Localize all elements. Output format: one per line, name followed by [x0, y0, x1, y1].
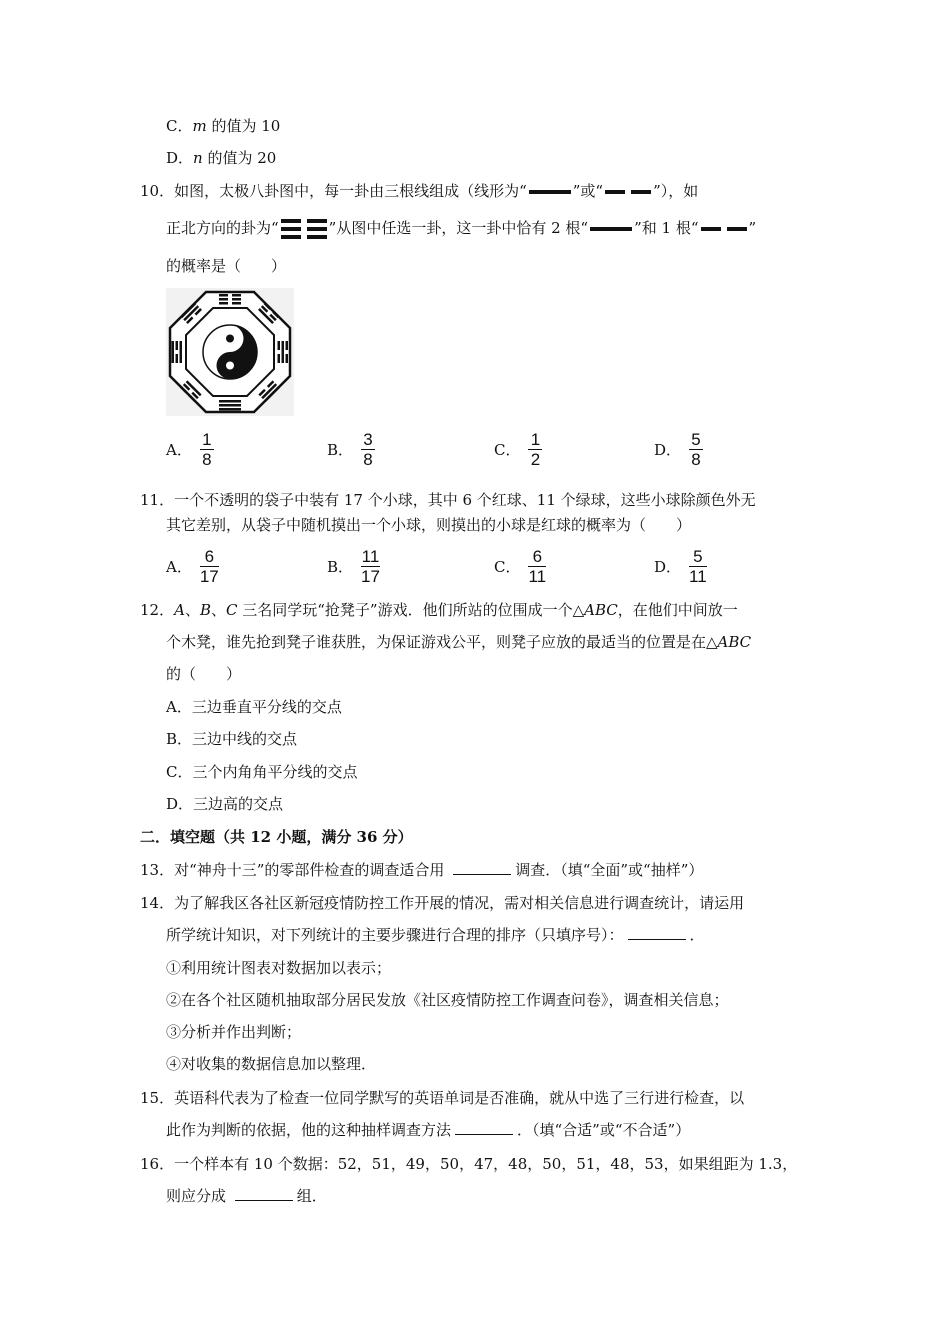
q10-option-c[interactable]: [494, 430, 542, 469]
q16-line-2: [166, 1186, 327, 1206]
denominator: 8: [202, 450, 212, 469]
q11-line-1: [140, 490, 756, 510]
option-letter: D．: [166, 149, 194, 167]
q11-option-c[interactable]: [494, 547, 546, 586]
variable: B: [199, 601, 211, 619]
question-number: 14．: [140, 894, 175, 912]
answer-blank[interactable]: [453, 860, 511, 875]
denominator: 8: [691, 450, 701, 469]
q12-option-d[interactable]: [166, 794, 283, 814]
answer-blank[interactable]: [628, 925, 686, 940]
text: 的概率是（ ）: [166, 257, 287, 275]
text: ”或“: [572, 182, 604, 200]
text: 英语科代表为了检查一位同学默写的英语单词是否准确，就从中选了三行进行检查，以: [174, 1089, 745, 1107]
text: 此作为判断的依据，他的这种抽样调查方法: [166, 1121, 452, 1139]
text: 则应分成: [166, 1187, 231, 1205]
q12-option-c[interactable]: [166, 762, 358, 782]
q10-option-b[interactable]: [327, 430, 375, 469]
denominator: 2: [530, 450, 541, 469]
text: ”: [748, 219, 757, 237]
numerator: 6: [532, 547, 543, 566]
numerator: 5: [691, 430, 701, 449]
option-letter: B．: [327, 441, 354, 459]
q12-option-a[interactable]: [166, 697, 342, 717]
fraction: [689, 547, 707, 586]
text: ，在他们中间放一: [617, 601, 738, 619]
q11-option-a[interactable]: [166, 547, 219, 586]
fraction: [200, 430, 214, 469]
text: ”），如: [653, 182, 699, 200]
text: 对“神舟十三”的零部件检查的调查适合用: [174, 861, 450, 879]
question-number: 11．: [140, 491, 175, 509]
q10-line-1: [140, 181, 698, 201]
solid-line-symbol: [588, 226, 634, 232]
q14-step-3: ③分析并作出判断；: [166, 1023, 302, 1041]
separator: 、: [184, 601, 200, 619]
variable: A: [174, 601, 185, 619]
numerator: 1: [530, 430, 541, 449]
answer-blank[interactable]: [455, 1120, 513, 1135]
option-text: 的值为 10: [211, 117, 281, 135]
q14-step-4: ④对收集的数据信息加以整理．: [166, 1055, 377, 1073]
text: 所学统计知识，对下列统计的主要步骤进行合理的排序（只填序号）：: [166, 926, 624, 944]
text: ”从图中任选一卦，这一卦中恰有 2 根“: [328, 219, 589, 237]
numerator: 6: [204, 547, 215, 566]
fraction: [200, 547, 219, 586]
q15-line-2: [166, 1120, 690, 1140]
q10-line-2: [166, 218, 756, 240]
option-letter: A．: [166, 558, 192, 576]
variable: m: [192, 117, 207, 135]
fraction: [689, 430, 703, 469]
numerator: 11: [361, 547, 380, 566]
option-letter: C．: [166, 763, 193, 781]
option-letter: A．: [166, 441, 192, 459]
question-number: 13．: [140, 861, 175, 879]
text: 组．: [296, 1187, 327, 1205]
text: 正北方向的卦为“: [166, 219, 279, 237]
text: 其它差别，从袋子中随机摸出一个小球，则摸出的小球是红球的概率为（ ）: [166, 516, 692, 534]
q14-step-2: ②在各个社区随机抽取部分居民发放《社区疫情防控工作调查问卷》，调查相关信息；: [166, 991, 729, 1009]
option-letter: D．: [654, 441, 682, 459]
option-letter: A．: [166, 698, 192, 716]
q11-option-b[interactable]: [327, 547, 380, 586]
option-text: 三边中线的交点: [192, 730, 298, 748]
question-number: 10．: [140, 182, 175, 200]
option-text: 三边垂直平分线的交点: [191, 698, 342, 716]
text: ．: [689, 926, 705, 944]
variable: C: [226, 601, 238, 619]
answer-blank[interactable]: [235, 1186, 293, 1201]
q12-line-1: [140, 600, 738, 620]
text: 如图，太极八卦图中，每一卦由三根线组成（线形为“: [174, 182, 527, 200]
text: 三名同学玩“抢凳子”游戏．他们所站的位围成一个△: [237, 601, 585, 619]
option-letter: B．: [327, 558, 354, 576]
question-number: 15．: [140, 1089, 175, 1107]
triangle-label: ABC: [717, 633, 752, 651]
text: ．（填“合适”或“不合适”）: [517, 1121, 691, 1139]
fraction: [528, 547, 546, 586]
q11-option-d[interactable]: [654, 547, 707, 586]
question-number: 16．: [140, 1155, 175, 1173]
q14-line-2: [166, 925, 705, 945]
q9-option-d: [166, 148, 276, 168]
option-text: 的值为 20: [207, 149, 277, 167]
denominator: 8: [363, 450, 373, 469]
denominator: 11: [528, 567, 547, 586]
q14-line-1: [140, 893, 744, 913]
option-letter: B．: [166, 730, 193, 748]
text: 个木凳，谁先抢到凳子谁获胜，为保证游戏公平，则凳子应放的最适当的位置是在△: [166, 633, 718, 651]
q10-option-d[interactable]: [654, 430, 703, 469]
section-2-title: 二．填空题（共 12 小题，满分 36 分）: [140, 828, 413, 846]
numerator: 5: [693, 547, 703, 566]
variable: n: [193, 149, 203, 167]
text: ”和 1 根“: [634, 219, 699, 237]
option-letter: C．: [494, 558, 521, 576]
option-letter: C．: [494, 441, 521, 459]
numerator: 3: [363, 430, 373, 449]
option-letter: D．: [166, 795, 194, 813]
question-number: 12．: [140, 601, 175, 619]
q13: [140, 860, 703, 880]
broken-line-symbol: [699, 226, 749, 232]
broken-line-symbol: [603, 189, 653, 195]
q16-line-1: [140, 1154, 797, 1174]
bagua-taiji-diagram: [166, 288, 294, 416]
separator: 、: [210, 601, 226, 619]
numerator: 1: [202, 430, 212, 449]
text: 调查．（填“全面”或“抽样”）: [515, 861, 704, 879]
q10-option-a[interactable]: [166, 430, 214, 469]
north-trigram-icon: [279, 218, 329, 240]
fraction: [361, 547, 380, 586]
fraction: [528, 430, 542, 469]
q14-step-1: ①利用统计图表对数据加以表示；: [166, 959, 392, 977]
text: 一个不透明的袋子中装有 17 个小球，其中 6 个红球、11 个绿球，这些小球除颜色外无: [174, 491, 756, 509]
denominator: 17: [199, 567, 219, 586]
q10-line-3: [166, 256, 286, 276]
option-text: 三边高的交点: [193, 795, 284, 813]
option-letter: D．: [654, 558, 682, 576]
denominator: 11: [689, 567, 707, 586]
text: 的（ ）: [166, 665, 242, 683]
q12-line-3: [166, 664, 241, 684]
q11-line-2: [166, 515, 691, 535]
text: 一个样本有 10 个数据：52，51，49，50，47，48，50，51，48，53，如果组距为 1.3，: [174, 1155, 798, 1173]
taiji-symbol: [203, 325, 257, 379]
fraction: [361, 430, 375, 469]
option-letter: C．: [166, 117, 193, 135]
q12-option-b[interactable]: [166, 729, 297, 749]
text: 为了解我区各社区新冠疫情防控工作开展的情况，需对相关信息进行调查统计，请运用: [174, 894, 745, 912]
denominator: 17: [361, 567, 380, 586]
triangle-label: ABC: [584, 601, 618, 619]
q12-line-2: [166, 632, 751, 652]
solid-line-symbol: [527, 189, 573, 195]
option-text: 三个内角角平分线的交点: [192, 763, 358, 781]
q15-line-1: [140, 1088, 744, 1108]
q9-option-c: [166, 116, 280, 136]
